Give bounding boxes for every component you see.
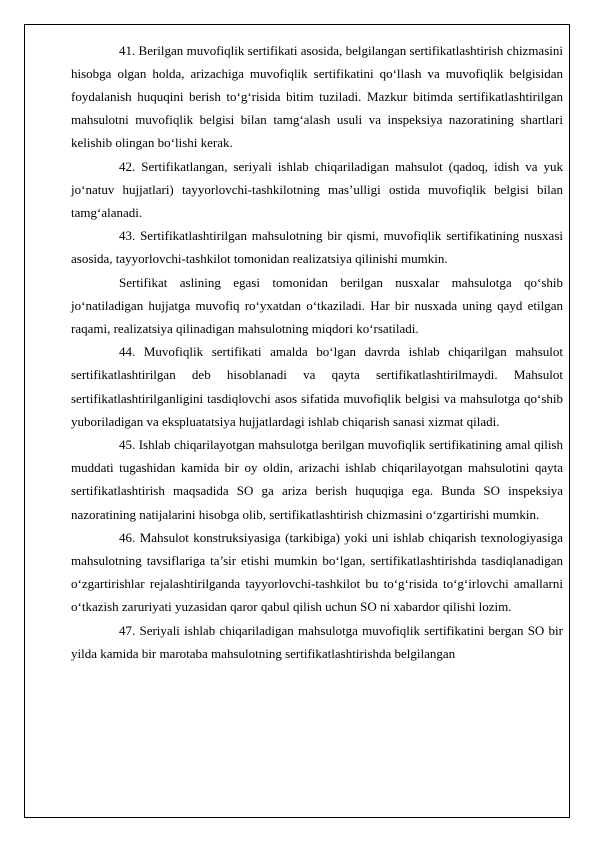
paragraph-46: 46. Mahsulot konstruksiyasiga (tarkibiga) yoki uni ishlab chiqarish texnologiyasiga mahsulotning tavsiflariga ta’sir etishi mumkin bo‘lgan, sertifikatlashtirishda tasdiqlanadigan o‘zgartirishlar rejalashtirilganda tayyorlovchi-tashkilot bu to‘g‘risida to‘g‘irlovchi amallarni o‘tkazish zaruriyati yuzasidan qaror qabul qilish uchun SO ni xabardor qilishi lozim. <box>71 529 563 615</box>
paragraph-41: 41. Berilgan muvofiqlik sertifikati asosida, belgilangan sertifikatlashtirish chizmasini hisobga olgan holda, arizachiga muvofiqlik sertifikatini qo‘llash va muvofiqlik belgisidan foydalanish huquqini berish to‘g‘risida bitim tuziladi. Mazkur bitimda sertifikatlashtirilgan mahsulotni muvofiqlik belgisi bilan tamg‘alash usuli va inspeksiya nazoratining shartlari kelishib olingan bo‘lishi kerak. <box>71 42 563 151</box>
document-body <box>71 39 563 665</box>
paragraph-44: 44. Muvofiqlik sertifikati amalda bo‘lgan davrda ishlab chiqarilgan mahsulot sertifikatlashtirilgan deb hisoblanadi va qayta sertifikatlashtirilmaydi. Mahsulot sertifikatlashtirilganligini tasdiqlovchi asos sifatida muvofiqlik belgisi va mahsulotga qo‘shib yuboriladigan va ekspluatatsiya hujjatlardagi ishlab chiqarish sanasi xizmat qiladi. <box>71 344 563 429</box>
paragraph-43: 43. Sertifikatlashtirilgan mahsulotning bir qismi, muvofiqlik sertifikatining nusxasi asosida, tayyorlovchi-tashkilot tomonidan realizatsiya qilinishi mumkin. <box>71 228 563 267</box>
paragraph-45: 45. Ishlab chiqarilayotgan mahsulotga berilgan muvofiqlik sertifikatining amal qilish muddati tugashidan kamida bir oy oldin, arizachi ishlab chiqarilayotgan mahsulotini qayta sertifikatlashtirish maqsadida SO ga ariza berish huquqiga ega. Bunda SO inspeksiya nazoratining natijalarini hisobga olib, sertifikatlashtirish chizmasini o‘zgartirishi mumkin. <box>71 436 563 522</box>
paragraph-43-continuation: Sertifikat aslining egasi tomonidan berilgan nusxalar mahsulotga qo‘shib jo‘natiladigan hujjatga muvofiq ro‘yxatdan o‘tkaziladi. Har bir nusxada uning qayd etilgan raqami, realizatsiya qilinadigan mahsulotning miqdori ko‘rsatiladi. <box>71 274 563 336</box>
paragraph-42: 42. Sertifikatlangan, seriyali ishlab chiqariladigan mahsulot (qadoq, idish va yuk jo‘natuv hujjatlari) tayyorlovchi-tashkilotning mas’ulligi ostida muvofiqlik belgisi bilan tamg‘alanadi. <box>71 158 563 220</box>
paragraph-47: 47. Seriyali ishlab chiqariladigan mahsulotga muvofiqlik sertifikatini bergan SO bir yilda kamida bir marotaba mahsulotning sertifikatlashtirishda belgilangan <box>71 622 563 661</box>
